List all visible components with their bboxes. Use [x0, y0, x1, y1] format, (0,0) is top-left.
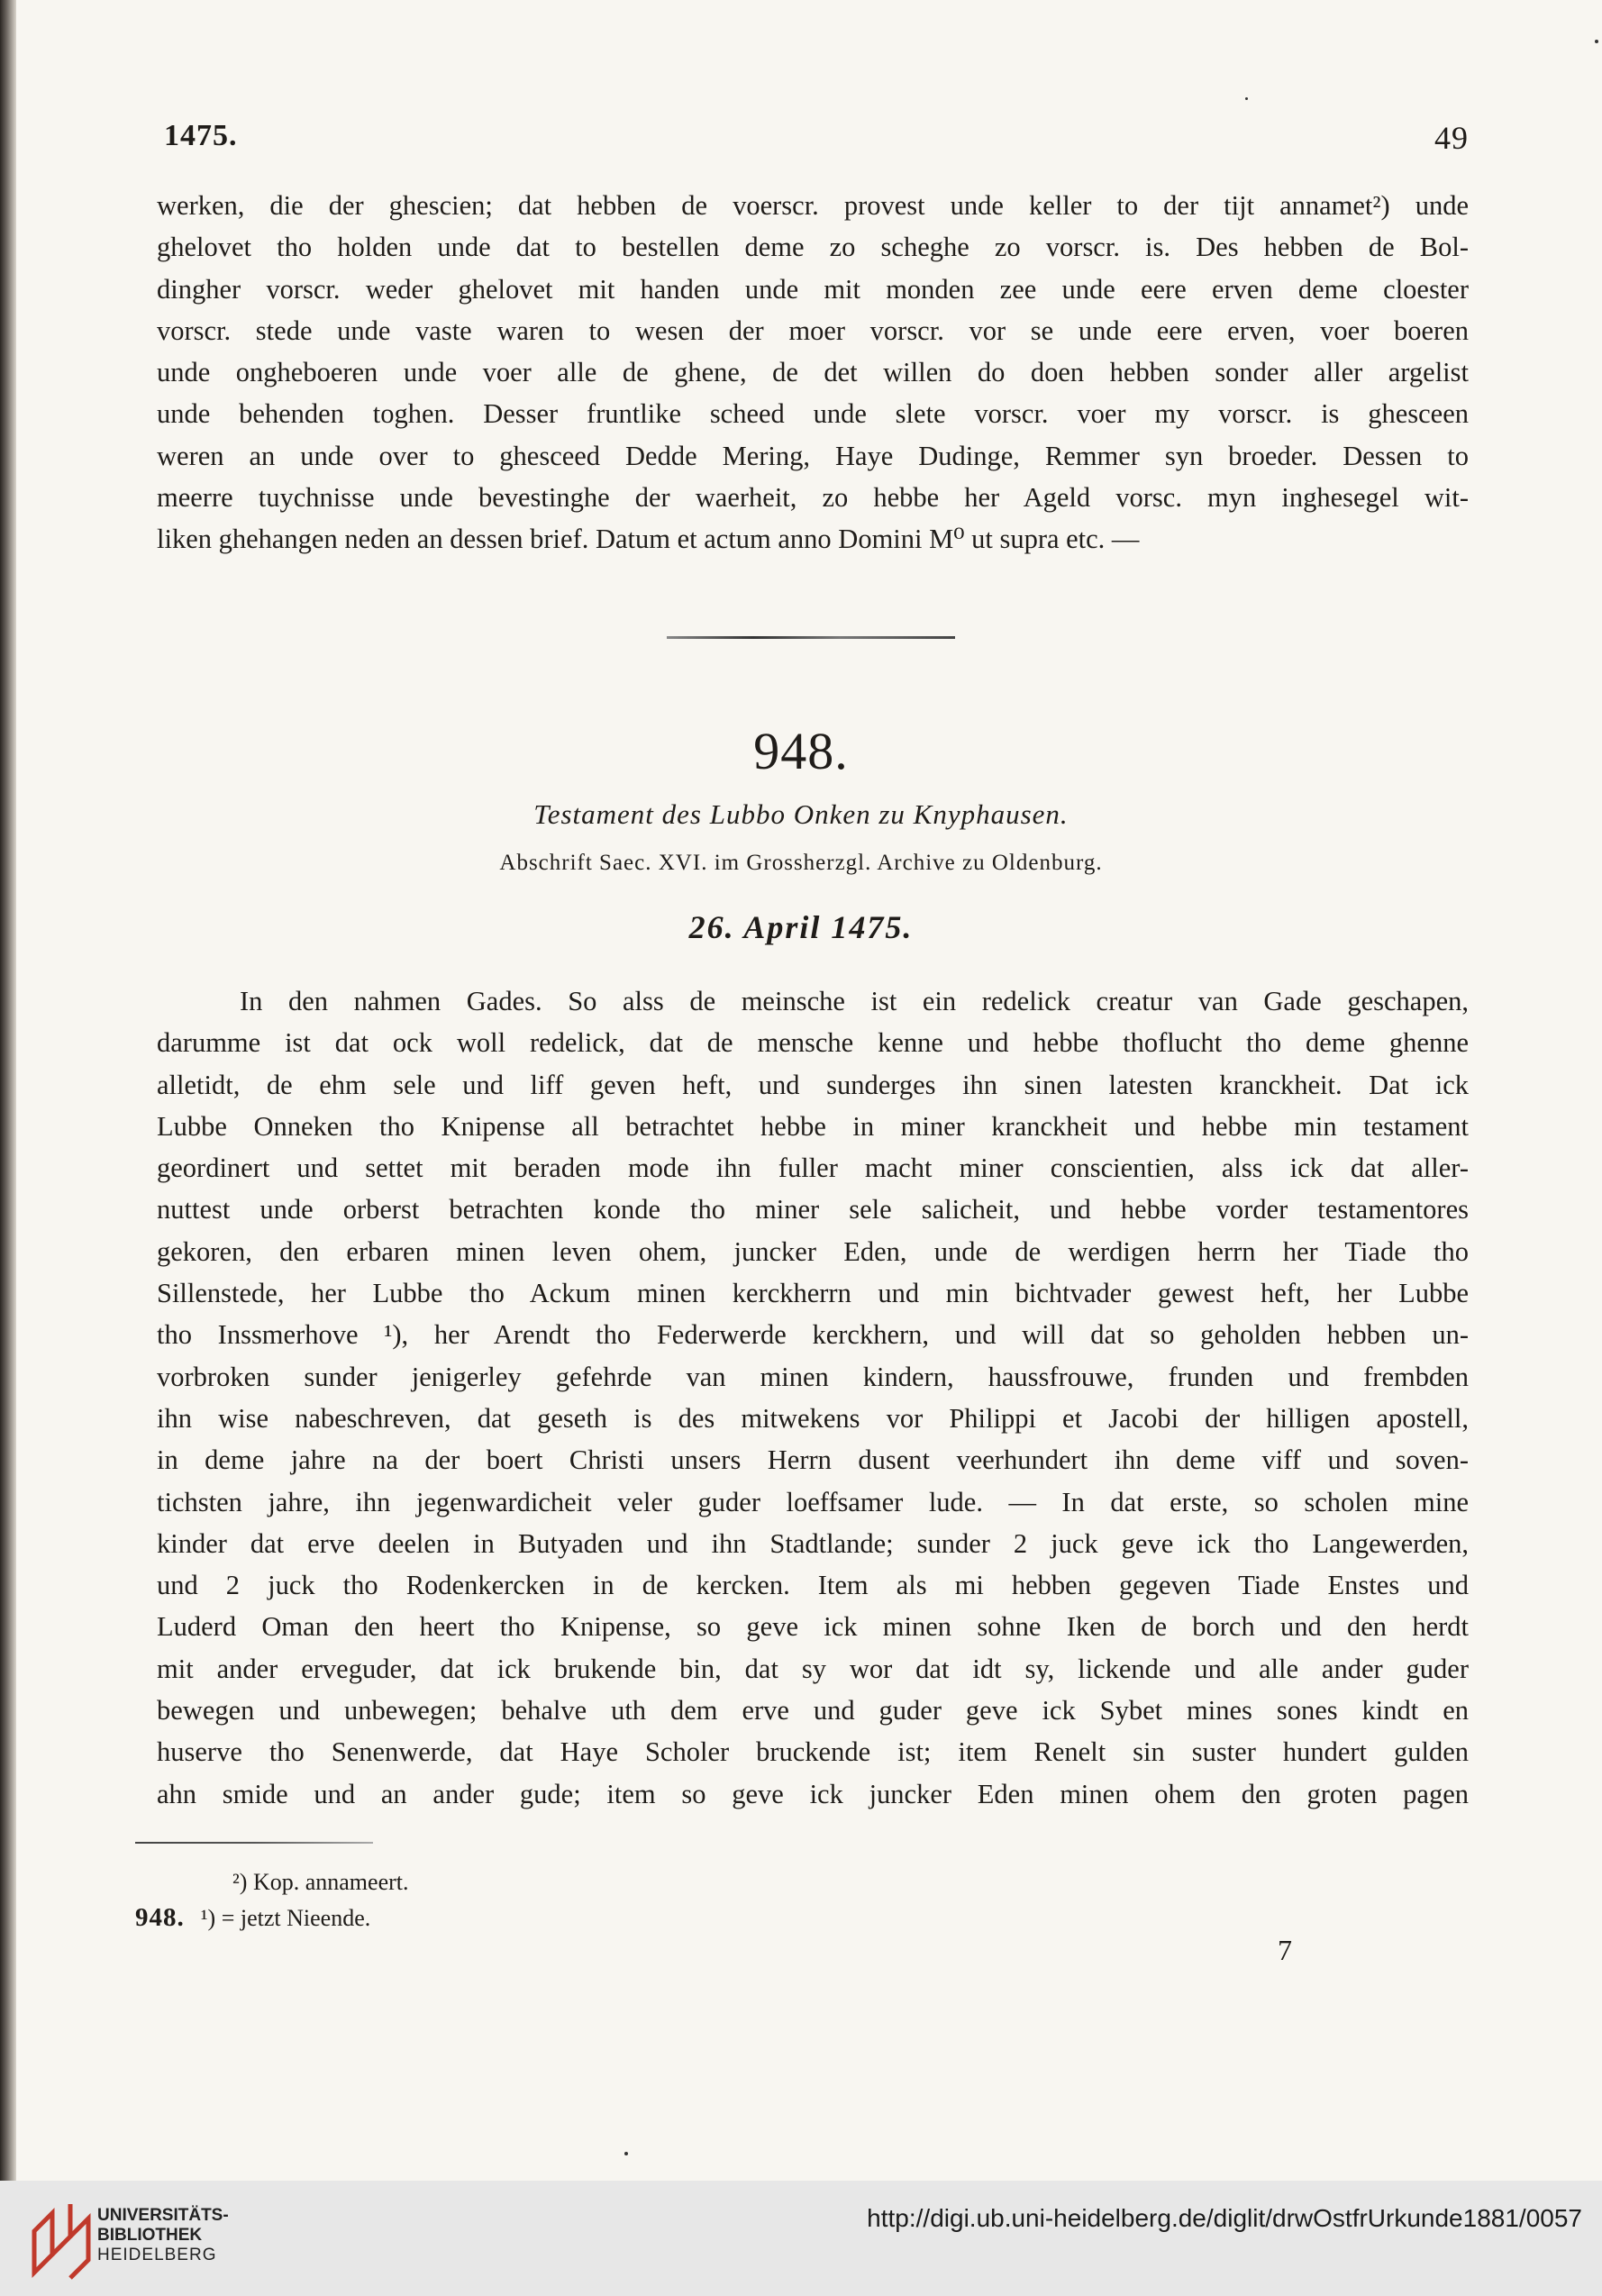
- scan-speck: [1595, 40, 1598, 43]
- text-line: unde behenden toghen. Desser fruntlike scheed unde slete vorscr. voer my vorscr. is ghesceen: [157, 398, 1469, 430]
- library-name-line: HEIDELBERG: [97, 2246, 217, 2264]
- library-name: [97, 2206, 229, 2265]
- footnote-doc-number: 948.: [135, 1903, 185, 1932]
- library-name-line: BIBLIOTHEK: [97, 2226, 203, 2245]
- text-line: ihn wise nabeschreven, dat geseth is des mitwekens vor Philippi et Jacobi der hilligen apostell,: [157, 1402, 1469, 1434]
- text-line: vorscr. stede unde vaste waren to wesen der moer vorscr. vor se unde eere erven, voer boeren: [157, 314, 1469, 346]
- text-line: weren an unde over to ghesceed Dedde Mering, Haye Dudinge, Remmer syn broeder. Dessen to: [157, 440, 1469, 471]
- running-head: [164, 119, 1469, 156]
- text-line: bewegen und unbewegen; behalve uth dem erve und guder geve ick Sybet mines sones kindt en: [157, 1695, 1469, 1727]
- text-line: meerre tuychnisse unde bevestinghe der waerheit, zo hebbe her Ageld vorsc. myn inghesegel wit-: [157, 482, 1469, 514]
- text-line: darumme ist dat ock woll redelick, dat de mensche kenne und hebbe thoflucht tho deme ghenne: [157, 1027, 1469, 1059]
- text-line: werken, die der ghescien; dat hebben de voerscr. provest unde keller to der tijt annamet²) unde: [157, 190, 1469, 221]
- text-line: kinder dat erve deelen in Butyaden und ihn Stadtlande; sunder 2 juck geve ick tho Langewerden,: [157, 1527, 1469, 1559]
- text-line: tho Inssmerhove ¹), her Arendt tho Federwerde kerckhern, und will dat so geholden hebben un-: [157, 1319, 1469, 1351]
- running-head-year: 1475.: [164, 119, 238, 152]
- viewer-footer: [0, 2181, 1602, 2296]
- text-line: vorbroken sunder jenigerley gefehrde van minen kindern, haussfrouwe, frunden und frembden: [157, 1361, 1469, 1392]
- footnote-current: [135, 1903, 370, 1933]
- text-line: in deme jahre na der boert Christi unsers Herrn dusent veerhundert ihn deme viff und soven-: [157, 1444, 1469, 1476]
- text-line: mit ander erveguder, dat ick brukende bin, dat sy wor dat idt sy, lickende und alle ander guder: [157, 1653, 1469, 1684]
- permalink-url[interactable]: http://digi.ub.uni-heidelberg.de/diglit/drwOstfrUrkunde1881/0057: [867, 2204, 1582, 2232]
- previous-document-text: [157, 185, 1469, 560]
- document-source: Abschrift Saec. XVI. im Grossherzgl. Archive zu Oldenburg.: [499, 851, 1103, 875]
- footnote-rule: [135, 1842, 373, 1844]
- document-body: [157, 980, 1469, 1815]
- text-line: Lubbe Onneken tho Knipense all betrachtet hebbe in miner kranckheit und hebbe min testament: [157, 1110, 1469, 1142]
- text-line: In den nahmen Gades. So alss de meinsche ist ein redelick creatur van Gade geschapen,: [240, 986, 1469, 1016]
- text-line: dingher vorscr. weder ghelovet mit handen unde mit monden zee unde eere erven deme cloester: [157, 273, 1469, 305]
- footnote-text: ¹) = jetzt Nieende.: [200, 1905, 371, 1931]
- scan-speck: [1245, 97, 1248, 100]
- text-line: tichsten jahre, ihn jegenwardicheit veler guder loeffsamer lude. — In dat erste, so scholen mine: [157, 1486, 1469, 1517]
- document-date: 26. April 1475.: [688, 909, 914, 945]
- text-line: unde ongheboeren unde voer alle de ghene, de det willen do doen hebben sonder aller argelist: [157, 357, 1469, 388]
- document-number: 948.: [753, 722, 849, 780]
- signature-mark: 7: [1278, 1934, 1292, 1966]
- text-line: nuttest unde orberst betrachten konde tho miner sele salicheit, und hebbe vorder testamentores: [157, 1194, 1469, 1225]
- text-line: huserve tho Senenwerde, dat Haye Scholer bruckende ist; item Renelt sin suster hundert gulden: [157, 1736, 1469, 1768]
- text-line: geordinert und settet mit beraden mode ihn fuller macht miner conscientien, alss ick dat aller-: [157, 1153, 1469, 1184]
- text-line: liken ghehangen neden an dessen brief. Datum et actum anno Domini M⁰ ut supra etc. —: [157, 524, 1140, 555]
- text-line: Sillenstede, her Lubbe tho Ackum minen kerckherrn und min bichtvader gewest heft, her Lubbe: [157, 1278, 1469, 1309]
- text-line: ahn smide und an ander gude; item so geve ick juncker Eden minen ohem den groten pagen: [157, 1778, 1469, 1809]
- page-edge-shadow: [0, 0, 16, 2181]
- scan-speck: [624, 2152, 628, 2155]
- text-line: Luderd Oman den heert tho Knipense, so geve ick minen sohne Iken de borch und den herdt: [157, 1611, 1469, 1643]
- text-line: gekoren, den erbaren minen leven ohem, juncker Eden, unde de werdigen herrn her Tiade tho: [157, 1235, 1469, 1267]
- library-name-line: UNIVERSITÄTS-: [97, 2206, 229, 2225]
- text-line: alletidt, de ehm sele und liff geven heft, und sunderges ihn sinen latesten kranckheit. Dat ick: [157, 1069, 1469, 1100]
- text-line: ghelovet tho holden unde dat to bestellen deme zo scheghe zo vorscr. is. Des hebben de Bol-: [157, 232, 1469, 263]
- document-title: Testament des Lubbo Onken zu Knyphausen.: [533, 798, 1069, 830]
- page-number: 49: [1434, 120, 1469, 156]
- footnote-previous: ²) Kop. annameert.: [232, 1869, 409, 1895]
- section-separator: [667, 636, 955, 639]
- library-logo-icon[interactable]: [25, 2195, 97, 2282]
- text-line: und 2 juck tho Rodenkercken in de kercken. Item als mi hebben gegeven Tiade Enstes und: [157, 1570, 1469, 1601]
